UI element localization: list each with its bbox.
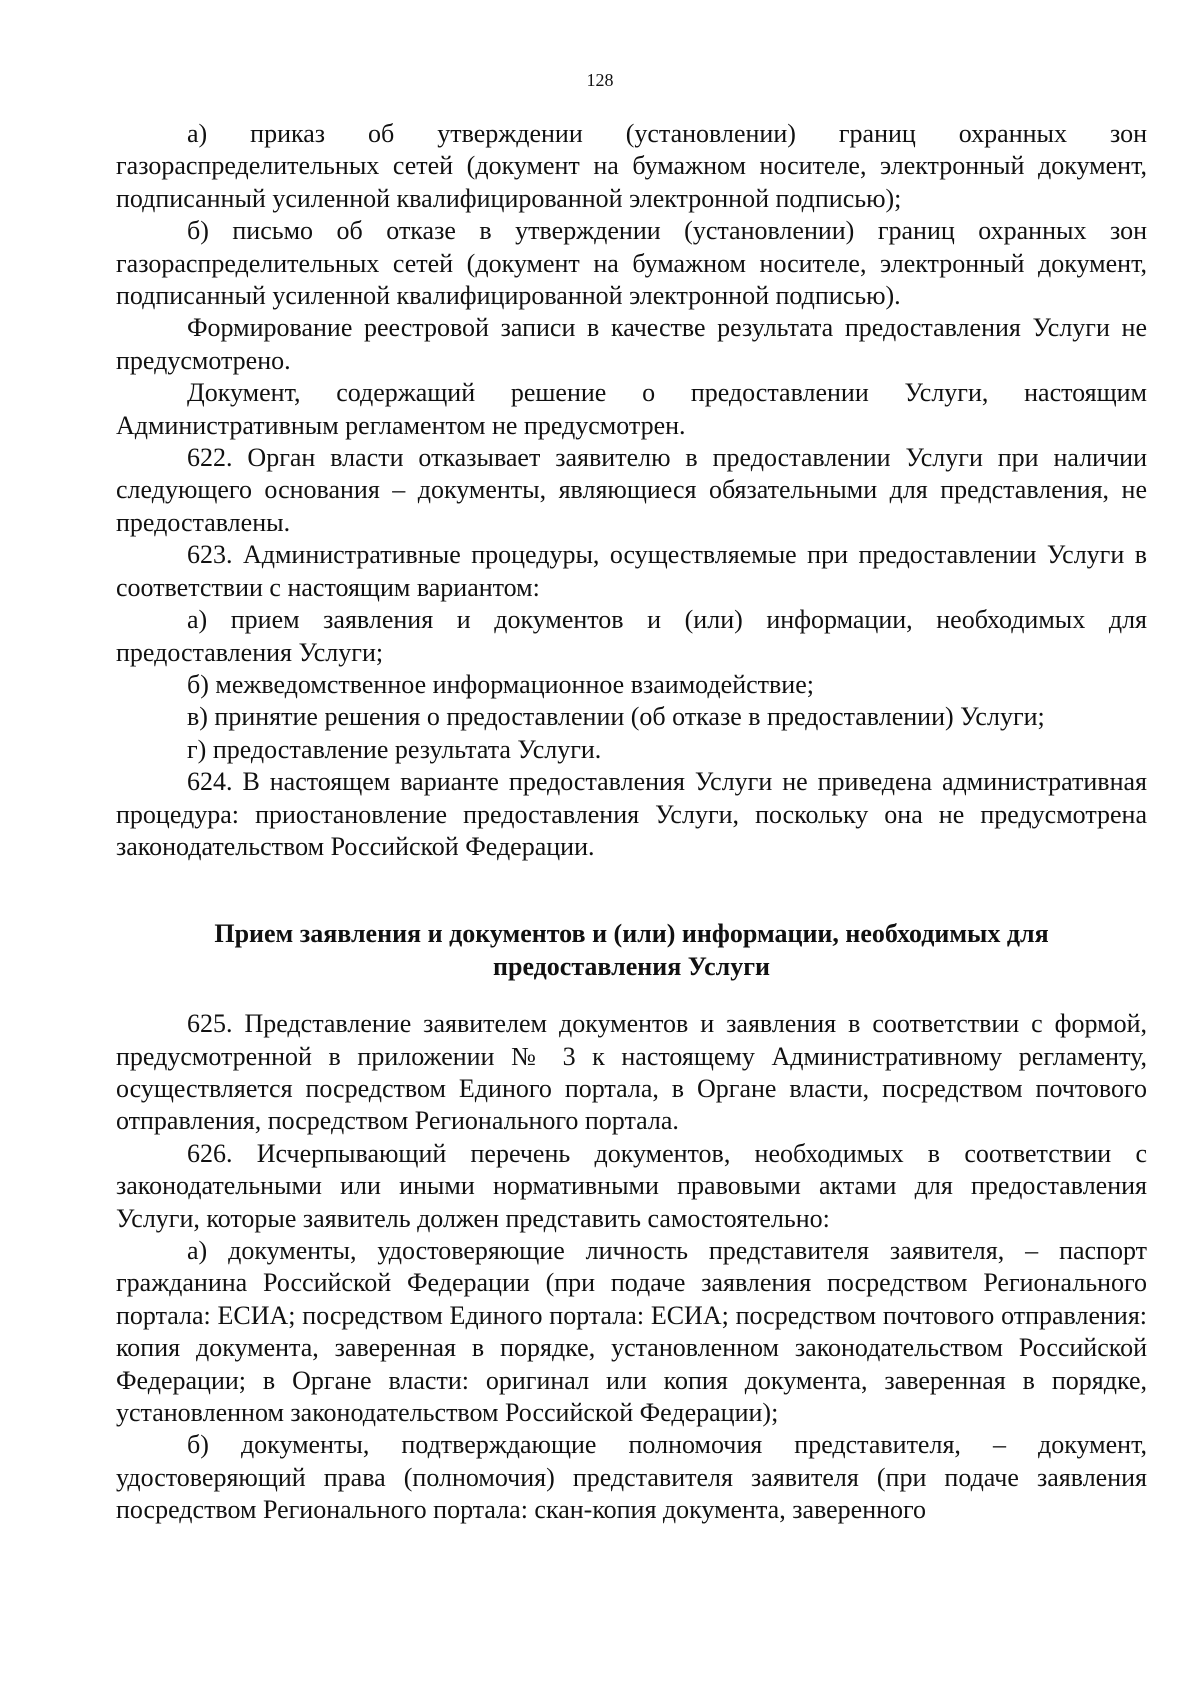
paragraph-626-a: а) документы, удостоверяющие личность представителя заявителя, – паспорт гражданина Российской Федерации (при подаче заявления посредством Регионального портала: ЕСИА; посредством Единого портала: ЕСИА; посредством почтового отправления: копия документа, заверенная в порядке, установленном законодательством Российской Федерации; в Органе власти: оригинал или копия документа, заверенная в порядке, установленном законодательством Российской Федерации);	[116, 1236, 1147, 1428]
paragraph-item-a-order: а) приказ об утверждении (установлении) границ охранных зон газораспределительных сетей (документ на бумажном носителе, электронный документ, подписанный усиленной квалифицированной электронной подписью);	[116, 119, 1147, 213]
paragraph-626-b: б) документы, подтверждающие полномочия представителя, – документ, удостоверяющий права (полномочия) представителя заявителя (при подаче заявления посредством Регионального портала: скан-копия документа, заверенного	[116, 1430, 1147, 1525]
paragraph-623-a: а) прием заявления и документов и (или) информации, необходимых для предоставления Услуги;	[116, 605, 1147, 667]
document-body	[116, 118, 1147, 1527]
paragraph-623: 623. Административные процедуры, осуществляемые при предоставлении Услуги в соответствии с настоящим вариантом:	[116, 540, 1147, 602]
section-heading: Прием заявления и документов и (или) информации, необходимых для предоставления Услуги	[214, 919, 1049, 981]
paragraph-622: 622. Орган власти отказывает заявителю в предоставлении Услуги при наличии следующего основания – документы, являющиеся обязательными для представления, не предоставлены.	[116, 443, 1147, 537]
paragraph-623-v: в) принятие решения о предоставлении (об отказе в предоставлении) Услуги;	[187, 702, 1045, 732]
paragraph-626: 626. Исчерпывающий перечень документов, необходимых в соответствии с законодательными или иными нормативными правовыми актами для предоставления Услуги, которые заявитель должен представить самостоятельно:	[116, 1138, 1147, 1233]
paragraph-623-b: б) межведомственное информационное взаимодействие;	[187, 669, 814, 699]
paragraph-625: 625. Представление заявителем документов и заявления в соответствии с формой, предусмотренной в приложении № 3 к настоящему Административному регламенту, осуществляется посредством Единого портала, в Органе власти, посредством почтового отправления, посредством Регионального портала.	[116, 1009, 1147, 1136]
page-number: 128	[586, 70, 614, 90]
paragraph-624: 624. В настоящем варианте предоставления Услуги не приведена административная процедура: приостановление предоставления Услуги, поскольку она не предусмотрена законодательством Российской Федерации.	[116, 767, 1147, 861]
paragraph-registry-record: Формирование реестровой записи в качестве результата предоставления Услуги не предусмотрено.	[116, 313, 1147, 375]
paragraph-decision-document: Документ, содержащий решение о предоставлении Услуги, настоящим Административным регламентом не предусмотрен.	[116, 378, 1147, 440]
paragraph-623-g: г) предоставление результата Услуги.	[187, 734, 602, 764]
paragraph-item-b-refusal-letter: б) письмо об отказе в утверждении (установлении) границ охранных зон газораспределительных сетей (документ на бумажном носителе, электронный документ, подписанный усиленной квалифицированной электронной подписью).	[116, 216, 1147, 311]
